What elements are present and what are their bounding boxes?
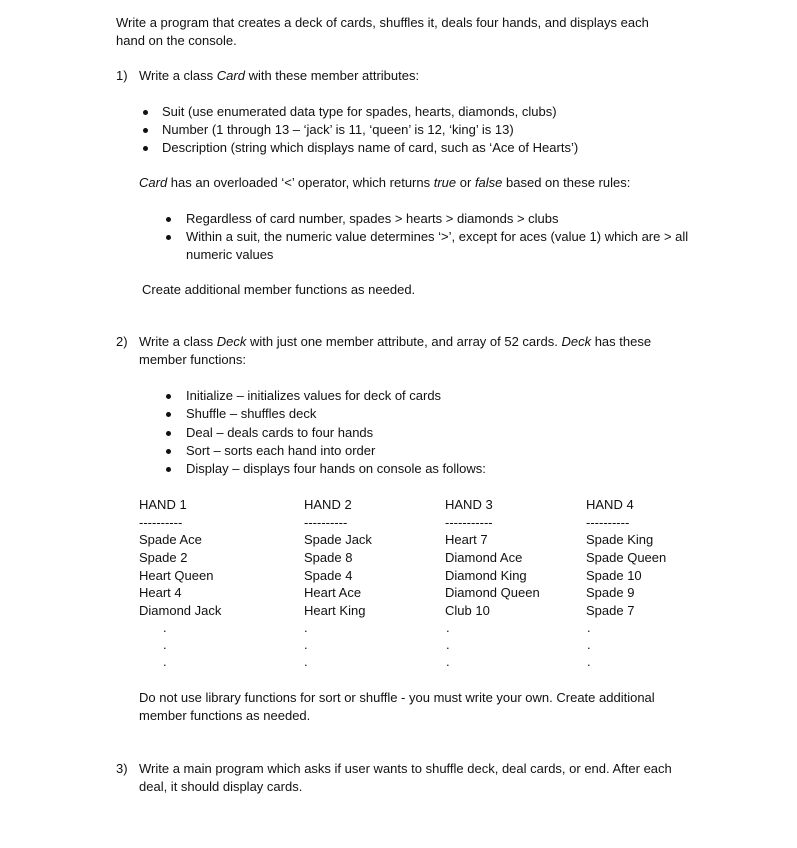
deck-function-display: Display – displays four hands on console as follows: [186,461,486,476]
section2-class-name-2: Deck [561,334,592,349]
operator-part2: or [456,175,475,190]
hand-rule: ----------- [445,515,493,530]
bullet-icon [143,146,148,151]
section1-heading [139,67,419,85]
hand-card: Diamond King [445,568,527,583]
intro-paragraph: Write a program that creates a deck of cards, shuffles it, deals four hands, and displays each hand on the console. [116,15,649,48]
rule-numeric-order: Within a suit, the numeric value determines ‘>’, except for aces (value 1) which are > all numeric values [186,229,689,262]
ellipsis-dot: . [163,620,167,635]
operator-true-word: true [433,175,457,190]
operator-part1: has an overloaded ‘<’ operator, which returns [167,175,434,190]
section2-heading [139,333,669,369]
deck-function-deal: Deal – deals cards to four hands [186,425,374,440]
section2-heading-post: has these member functions: [139,334,652,367]
section2-heading-pre: Write a class [139,334,217,349]
ellipsis-dot: . [304,654,308,669]
hand-header: HAND 3 [445,497,493,512]
bullet-icon [166,235,171,240]
hand-card: Spade 8 [304,550,353,565]
hand-card: Heart 4 [139,585,182,600]
hand-card: Heart Queen [139,568,214,583]
section1-heading-post: with these member attributes: [244,68,420,83]
section3-number: 3) [116,761,128,776]
ellipsis-dot: . [446,637,450,652]
ellipsis-dot: . [304,637,308,652]
hand-card: Spade 7 [586,603,635,618]
bullet-icon [143,110,148,115]
deck-function-shuffle: Shuffle – shuffles deck [186,406,317,421]
operator-class-name: Card [139,175,168,190]
operator-part3: based on these rules: [502,175,631,190]
ellipsis-dot: . [587,637,591,652]
hand-card: Spade Queen [586,550,667,565]
bullet-icon [166,431,171,436]
hand-card: Spade 2 [139,550,188,565]
operator-sentence [139,174,630,192]
hand-card: Spade 9 [586,585,635,600]
operator-false-word: false [474,175,503,190]
card-attribute-number: Number (1 through 13 – ‘jack’ is 11, ‘queen’ is 12, ‘king’ is 13) [162,122,514,137]
section2-heading-mid: with just one member attribute, and array of 52 cards. [246,334,562,349]
hand-rule: ---------- [139,515,183,530]
bullet-icon [143,128,148,133]
hand-header: HAND 2 [304,497,352,512]
ellipsis-dot: . [304,620,308,635]
hand-card: Spade Jack [304,532,372,547]
hand-header: HAND 1 [139,497,187,512]
hand-header: HAND 4 [586,497,634,512]
hand-card: Club 10 [445,603,490,618]
ellipsis-dot: . [446,654,450,669]
hand-card: Spade 10 [586,568,642,583]
deck-function-sort: Sort – sorts each hand into order [186,443,376,458]
bullet-icon [166,394,171,399]
bullet-icon [166,412,171,417]
deck-function-initialize: Initialize – initializes values for deck of cards [186,388,442,403]
hand-card: Heart King [304,603,366,618]
bullet-icon [166,467,171,472]
hand-card: Spade 4 [304,568,353,583]
card-attribute-suit: Suit (use enumerated data type for spades, hearts, diamonds, clubs) [162,104,557,119]
bullet-icon [166,217,171,222]
hand-card: Heart 7 [445,532,488,547]
hand-card: Heart Ace [304,585,362,600]
section2-class-name: Deck [216,334,247,349]
hand-rule: ---------- [586,515,630,530]
hand-rule: ---------- [304,515,348,530]
section1-number: 1) [116,68,128,83]
section2-number: 2) [116,334,128,349]
hand-card: Diamond Queen [445,585,540,600]
section2-note: Do not use library functions for sort or shuffle - you must write your own. Create additional member functions as needed. [139,690,655,723]
ellipsis-dot: . [587,620,591,635]
section1-class-name: Card [216,68,245,83]
rule-suit-order: Regardless of card number, spades > hearts > diamonds > clubs [186,211,559,226]
section1-heading-pre: Write a class [139,68,217,83]
section1-note: Create additional member functions as needed. [142,282,416,297]
ellipsis-dot: . [163,637,167,652]
bullet-icon [166,449,171,454]
hand-card: Spade Ace [139,532,202,547]
section3-text: Write a main program which asks if user wants to shuffle deck, deal cards, or end. After each deal, it should display cards. [139,761,672,794]
ellipsis-dot: . [587,654,591,669]
hand-card: Spade King [586,532,654,547]
ellipsis-dot: . [446,620,450,635]
card-attribute-description: Description (string which displays name of card, such as ‘Ace of Hearts’) [162,140,579,155]
ellipsis-dot: . [163,654,167,669]
hand-card: Diamond Ace [445,550,523,565]
hand-card: Diamond Jack [139,603,222,618]
